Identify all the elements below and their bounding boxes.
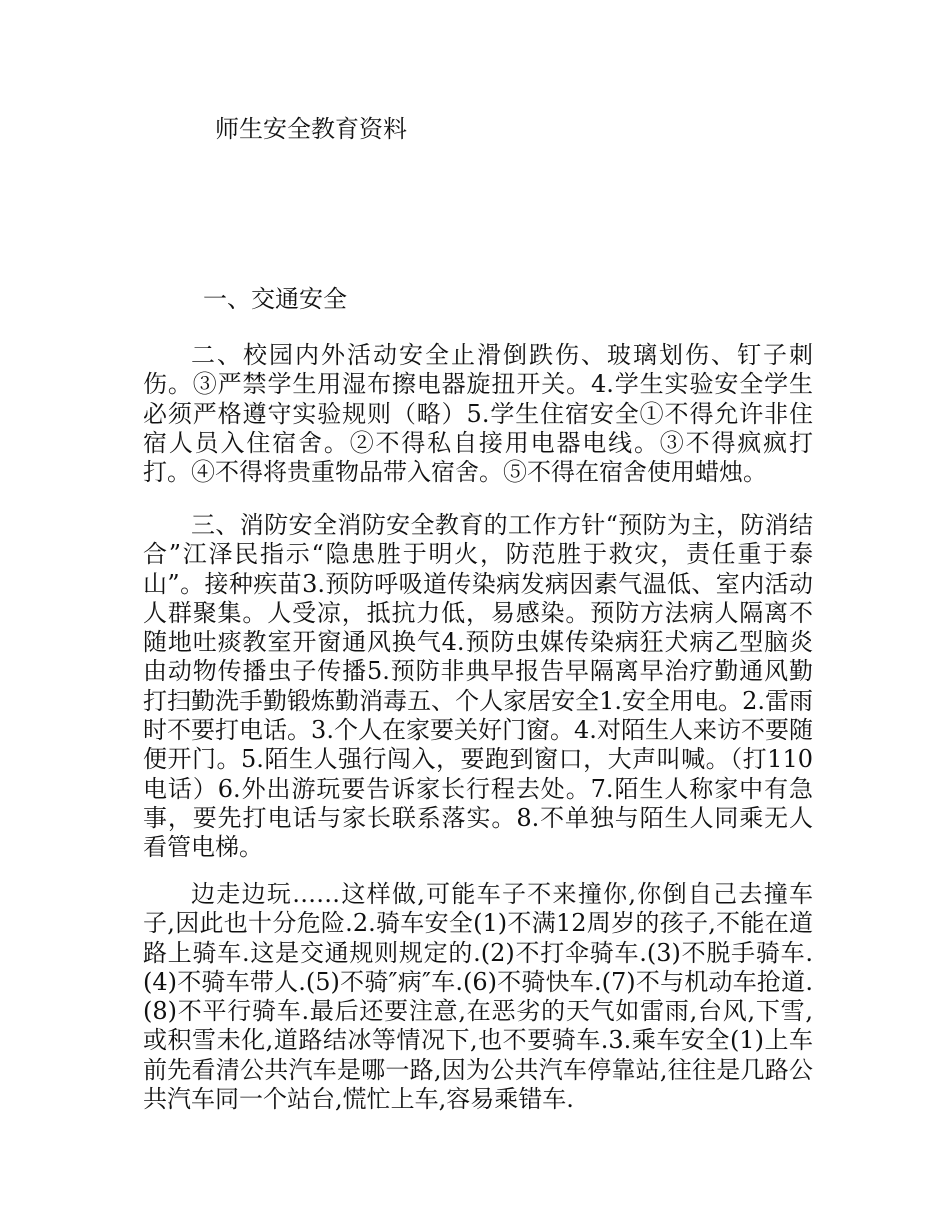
paragraph-cycling-safety: 边走边玩……这样做,可能车子不来撞你,你倒自己去撞车子,因此也十分危险.2.骑车安全(1)不满12周岁的孩子,不能在道路上骑车.这是交通规则规定的.(2)不打伞骑车.(3)不脱手骑车.(4)不骑车带人.(5)不骑″病″车.(6)不骑快车.(7)不与机动车抢道.(8)不平行骑车.最后还要注意,在恶劣的天气如雷雨,台风,下雪,或积雪未化,道路结冰等情况下,也不要骑车.3.乘车安全(1)上车前先看清公共汽车是哪一路,因为公共汽车停靠站,往往是几路公共汽车同一个站台,慌忙上车,容易乘错车.: [143, 880, 813, 1114]
section-heading-traffic-safety: 一、交通安全: [203, 285, 347, 313]
paragraph-campus-safety: 二、校园内外活动安全止滑倒跌伤、玻璃划伤、钉子刺伤。③严禁学生用湿布擦电器旋扭开关。4.学生实验安全学生必须严格遵守实验规则（略）5.学生住宿安全①不得允许非住宿人员入住宿舍。②不得私自接用电器电线。③不得疯疯打打。④不得将贵重物品带入宿舍。⑤不得在宿舍使用蜡烛。: [143, 341, 813, 487]
paragraph-fire-safety: 三、消防安全消防安全教育的工作方针“预防为主，防消结合”江泽民指示“隐患胜于明火，防范胜于救灾，责任重于泰山”。接种疾苗3.预防呼吸道传染病发病因素气温低、室内活动人群聚集。人受凉，抵抗力低，易感染。预防方法病人隔离不随地吐痰教室开窗通风换气4.预防虫媒传染病狂犬病乙型脑炎由动物传播虫子传播5.预防非典早报告早隔离早治疗勤通风勤打扫勤洗手勤锻炼勤消毒五、个人家居安全1.安全用电。2.雷雨时不要打电话。3.个人在家要关好门窗。4.对陌生人来访不要随便开门。5.陌生人强行闯入，要跑到窗口，大声叫喊。（打110电话）6.外出游玩要告诉家长行程去处。7.陌生人称家中有急事，要先打电话与家长联系落实。8.不单独与陌生人同乘无人看管电梯。: [143, 511, 813, 862]
document-title: 师生安全教育资料: [215, 115, 407, 143]
